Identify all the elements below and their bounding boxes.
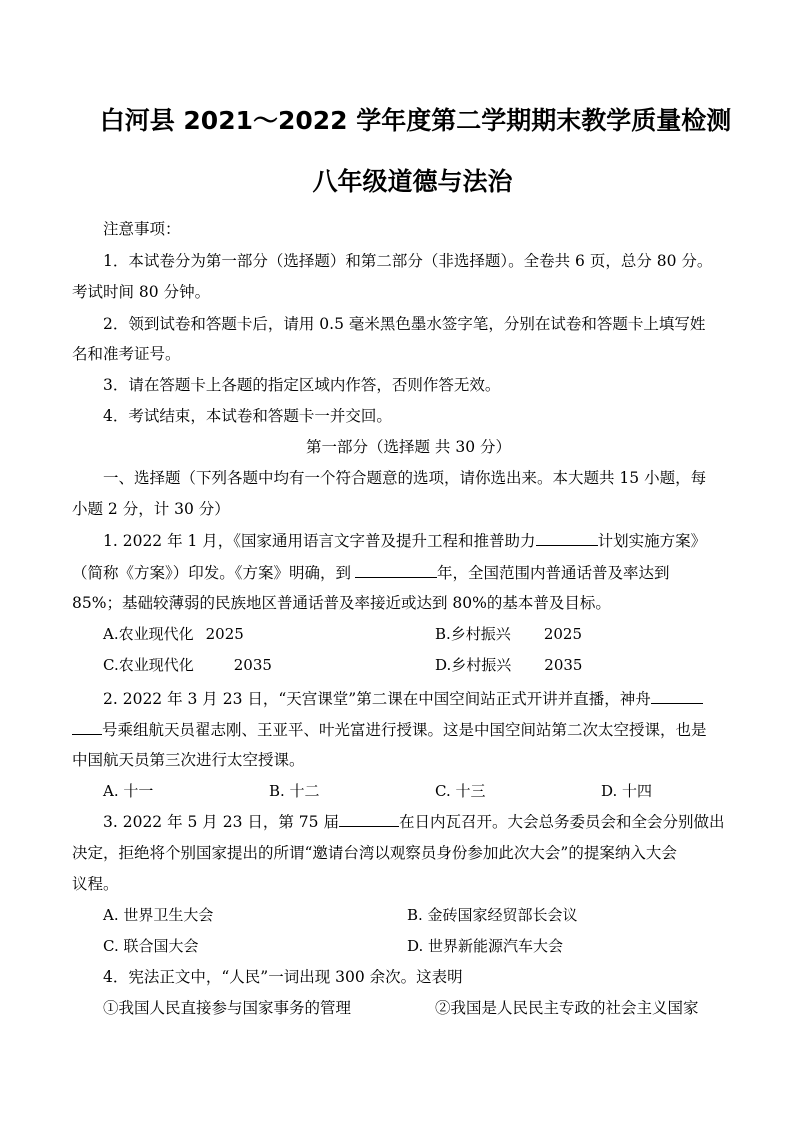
q2-option-b[interactable]: B. 十二 (269, 782, 320, 800)
option-letter: B. (435, 625, 451, 643)
q1-blank-1 (536, 529, 598, 546)
q1-option-b[interactable] (435, 623, 582, 645)
q4-line-1: 4．宪法正文中，“人民”一词出现 300 余次。这表明 (103, 968, 463, 986)
q2-line-1 (103, 687, 703, 710)
q1-line-1 (103, 529, 706, 552)
q3-option-c[interactable]: C. 联合国大会 (103, 937, 199, 955)
notes-heading: 注意事项： (103, 220, 181, 238)
q2-blank-1b (72, 718, 102, 735)
note-line-4: 名和准考证号。 (72, 345, 181, 363)
q2-line-2-text: 号乘组航天员翟志刚、王亚平、叶光富进行授课。这是中国空间站第二次太空授课，也是 (102, 721, 707, 739)
q3-line-3: 议程。 (72, 875, 119, 893)
option-letter: C. (103, 656, 119, 674)
option-year: 2025 (205, 625, 244, 643)
q1-option-d[interactable] (435, 654, 582, 676)
q3-line-2: 决定，拒绝将个别国家提出的所谓“邀请台湾以观察员身份参加此次大会”的提案纳入大会 (72, 844, 677, 862)
q4-statement-2: ②我国是人民民主专政的社会主义国家 (435, 999, 699, 1017)
q3-option-a[interactable]: A. 世界卫生大会 (103, 906, 214, 924)
q1-blank-2 (355, 561, 437, 578)
option-text: 农业现代化 (118, 625, 194, 643)
option-text: 乡村振兴 (450, 625, 511, 643)
q2-blank-1a (651, 687, 703, 704)
option-letter: A. (103, 625, 119, 643)
q1-line-2-text-b: 年，全国范围内普通话普及率达到 (437, 564, 670, 582)
q3-line-1 (103, 810, 724, 833)
option-year: 2025 (543, 625, 582, 643)
q2-line-1-text: 2. 2022 年 3 月 23 日，“天宫课堂”第二课在中国空间站正式开讲并直播，神舟 (103, 690, 651, 708)
note-line-6: 4．考试结束，本试卷和答题卡一并交回。 (103, 407, 392, 425)
q1-option-c[interactable] (103, 654, 272, 676)
q3-option-b[interactable]: B. 金砖国家经贸部长会议 (407, 906, 578, 924)
note-line-2: 考试时间 80 分钟。 (72, 283, 211, 301)
q1-line-1-text-b: 计划实施方案》 (597, 532, 707, 550)
exam-title: 白河县 2021～2022 学年度第二学期期末教学质量检测 (99, 106, 732, 135)
option-text: 农业现代化 (118, 656, 194, 674)
q3-option-d[interactable]: D. 世界新能源汽车大会 (407, 937, 564, 955)
q2-line-3: 中国航天员第三次进行太空授课。 (72, 751, 305, 769)
exam-subject-title: 八年级道德与法治 (312, 167, 513, 196)
section-instruction-line-2: 小题 2 分，计 30 分） (72, 500, 230, 518)
option-text: 乡村振兴 (451, 656, 512, 674)
section-instruction-line-1: 一、选择题（下列各题中均有一个符合题意的选项，请你选出来。本大题共 15 小题，每 (103, 469, 707, 487)
q2-line-2 (72, 718, 707, 741)
q1-line-2-text-a: （简称《方案》）印发。《方案》明确，到 (72, 564, 352, 582)
q1-line-1-text-a: 1. 2022 年 1 月，《国家通用语言文字普及提升工程和推普助力 (103, 532, 536, 550)
q3-line-1-text-a: 3. 2022 年 5 月 23 日，第 75 届 (103, 813, 339, 831)
note-line-1: 1．本试卷分为第一部分（选择题）和第二部分（非选择题）。全卷共 6 页，总分 80 分。 (103, 252, 713, 270)
q2-option-d[interactable]: D. 十四 (601, 782, 653, 800)
q1-option-a[interactable] (103, 623, 244, 645)
q1-line-3: 85%；基础较薄弱的民族地区普通话普及率接近或达到 80%的基本普及目标。 (72, 594, 611, 612)
q3-line-1-text-b: 在日内瓦召开。大会总务委员会和全会分别做出 (398, 813, 725, 831)
note-line-5: 3．请在答题卡上各题的指定区域内作答，否则作答无效。 (103, 376, 501, 394)
note-line-3: 2．领到试卷和答题卡后，请用 0.5 毫米黑色墨水签字笔，分别在试卷和答题卡上填写姓 (103, 315, 706, 333)
q4-statement-1: ①我国人民直接参与国家事务的管理 (103, 999, 352, 1017)
option-letter: D. (435, 656, 452, 674)
option-year: 2035 (233, 656, 272, 674)
q3-blank (339, 810, 399, 827)
q1-line-2 (72, 561, 670, 584)
q2-option-c[interactable]: C. 十三 (435, 782, 486, 800)
part1-heading: 第一部分（选择题 共 30 分） (305, 438, 511, 456)
q2-option-a[interactable]: A. 十一 (103, 782, 154, 800)
option-year: 2035 (544, 656, 583, 674)
